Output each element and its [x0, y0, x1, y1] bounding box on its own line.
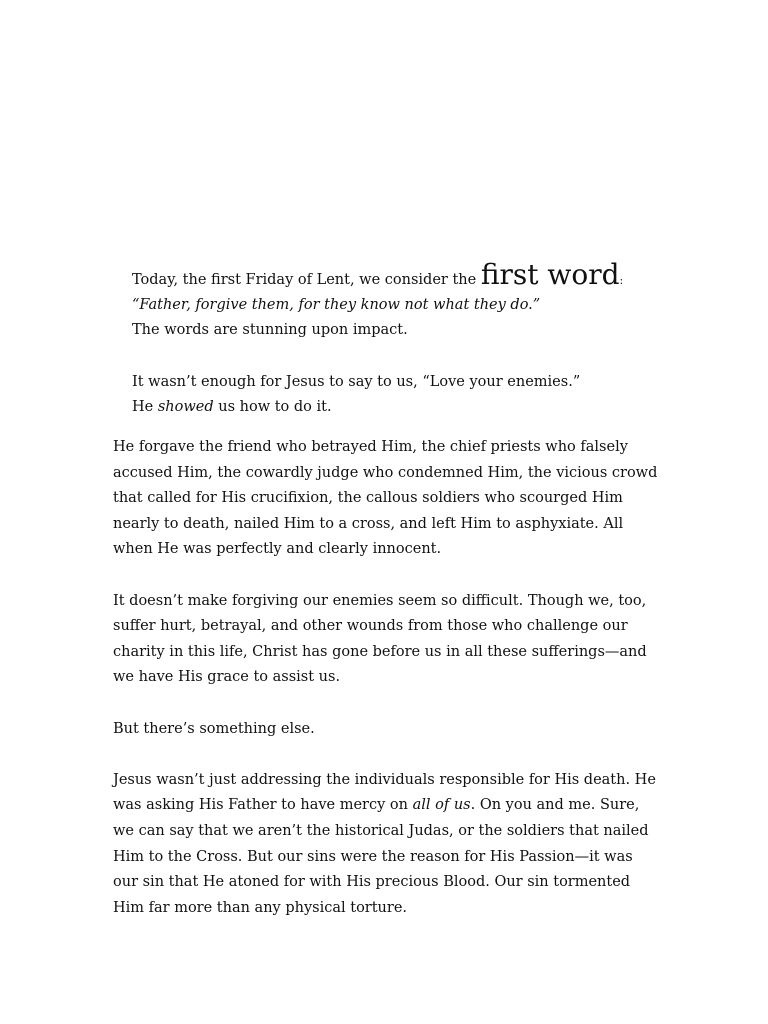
intro-line-3: The words are stunning upon impact. — [132, 322, 408, 338]
paragraph-4-line: Him to the Cross. But our sins were the reason for His Passion—it was — [113, 848, 633, 865]
paragraph-4-line: we can say that we aren’t the historical Judas, or the soldiers that nailed — [113, 822, 649, 839]
intro-line-5 — [132, 395, 692, 420]
first-word-heading: first word — [480, 258, 620, 291]
paragraph-1-line: He forgave the friend who betrayed Him, the chief priests who falsely — [113, 439, 628, 455]
intro-line-5-emphasis: showed — [157, 399, 214, 415]
paragraph-2-line: suffer hurt, betrayal, and other wounds from those who challenge our — [113, 618, 628, 635]
scripture-quote: “Father, forgive them, for they know not what they do.” — [132, 297, 541, 313]
paragraph-1-line: nearly to death, nailed Him to a cross, and left Him to asphyxiate. All — [113, 515, 624, 532]
paragraph-2-line: It doesn’t make forgiving our enemies seem so difficult. Though we, too, — [113, 592, 647, 609]
paragraph-1 — [113, 435, 673, 563]
paragraph-4 — [113, 768, 673, 922]
paragraph-2-line: we have His grace to assist us. — [113, 669, 341, 686]
intro-block — [132, 258, 692, 420]
intro-colon: : — [619, 274, 624, 287]
paragraph-4-line-2-post: . On you and me. Sure, — [470, 797, 640, 814]
paragraph-2 — [113, 589, 673, 691]
paragraph-4-emphasis: all of us — [412, 797, 471, 814]
paragraph-4-line: Him far more than any physical torture. — [113, 899, 408, 916]
paragraph-2-line: charity in this life, Christ has gone before us in all these sufferings—and — [113, 643, 647, 660]
paragraph-4-line: Jesus wasn’t just addressing the individuals responsible for His death. He — [113, 771, 656, 788]
paragraph-4-line — [113, 793, 673, 819]
paragraph-4-line-2-pre: was asking His Father to have mercy on — [113, 797, 413, 814]
paragraph-3-line: But there’s something else. — [113, 720, 315, 737]
paragraph-1-line: accused Him, the cowardly judge who condemned Him, the vicious crowd — [113, 464, 658, 481]
intro-spacer — [132, 343, 692, 370]
paragraph-1-line: that called for His crucifixion, the callous soldiers who scourged Him — [113, 490, 623, 507]
intro-line-1-text: Today, the first Friday of Lent, we consider the — [132, 272, 481, 288]
paragraph-4-line: our sin that He atoned for with His precious Blood. Our sin tormented — [113, 874, 631, 891]
paragraph-3 — [113, 717, 673, 743]
intro-line-4: It wasn’t enough for Jesus to say to us, “Love your enemies.” — [132, 374, 581, 390]
intro-line-5-post: us how to do it. — [213, 399, 332, 415]
body-text — [113, 435, 673, 947]
intro-line-5-pre: He — [132, 399, 158, 415]
intro-line-1 — [132, 258, 692, 293]
paragraph-1-line: when He was perfectly and clearly innocent. — [113, 541, 442, 558]
